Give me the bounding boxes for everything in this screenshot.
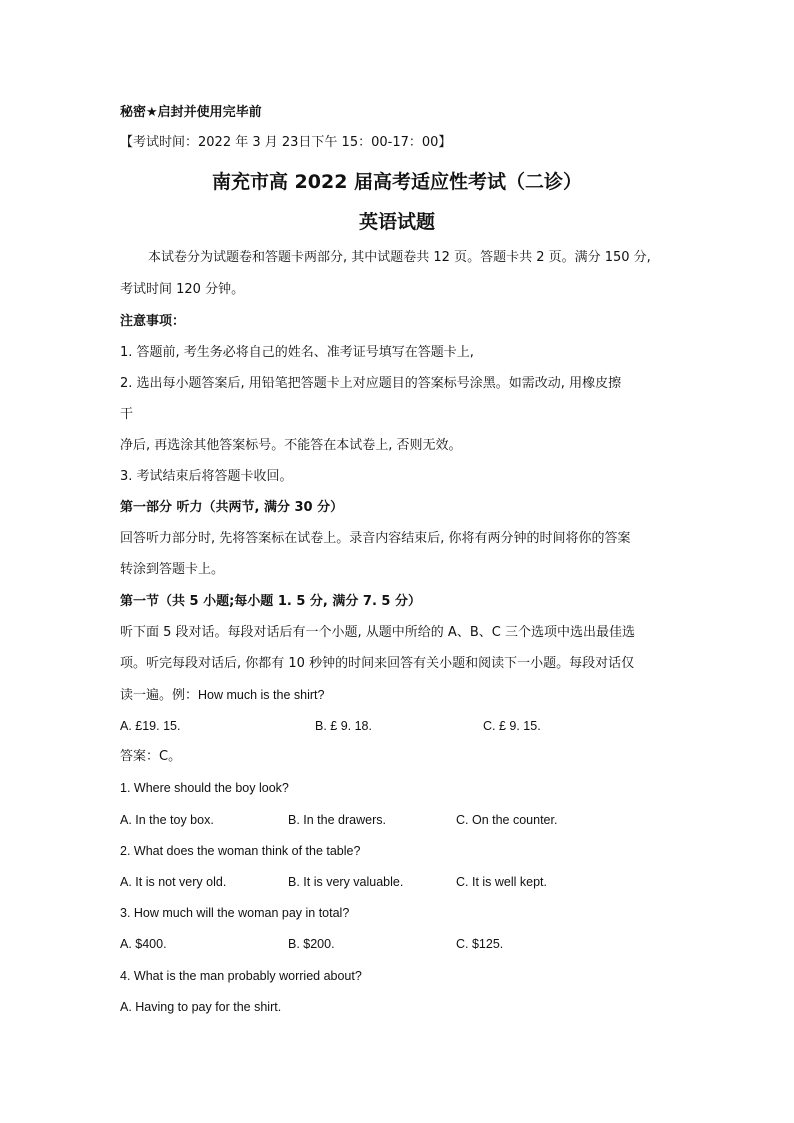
intro-line-1: 本试卷分为试题卷和答题卡两部分, 其中试题卷共 12 页。答题卡共 2 页。满分 150 分, xyxy=(148,250,651,265)
exam-subtitle: 英语试题 xyxy=(358,211,435,233)
part1-desc-line-1: 回答听力部分时, 先将答案标在试卷上。录音内容结束后, 你将有两分钟的时间将你的答案 xyxy=(120,531,631,546)
note-item-2-line-1: 2. 选出每小题答案后, 用铅笔把答题卡上对应题目的答案标号涂黑。如需改动, 用橡皮擦 xyxy=(120,376,622,391)
question-3-option-b: B. $200. xyxy=(288,937,335,951)
section1-desc-line-2: 项。听完每段对话后, 你都有 10 秒钟的时间来回答有关小题和阅读下一小题。每段对话仅 xyxy=(120,656,635,671)
question-1-option-b: B. In the drawers. xyxy=(288,813,386,827)
section1-desc-line-1: 听下面 5 段对话。每段对话后有一个小题, 从题中所给的 A、B、C 三个选项中选出最佳选 xyxy=(120,625,635,640)
part1-heading: 第一部分 听力（共两节, 满分 30 分） xyxy=(120,500,344,515)
note-item-2-line-3: 净后, 再选涂其他答案标号。不能答在本试卷上, 否则无效。 xyxy=(120,438,462,453)
question-2-option-b: B. It is very valuable. xyxy=(288,875,404,889)
example-option-a: A. £19. 15. xyxy=(120,719,181,733)
question-4-option-a: A. Having to pay for the shirt. xyxy=(120,1000,282,1014)
note-item-2-line-2: 干 xyxy=(120,407,134,422)
example-option-b: B. £ 9. 18. xyxy=(315,719,372,733)
question-2: 2. What does the woman think of the table? xyxy=(120,844,361,858)
note-item-1: 1. 答题前, 考生务必将自己的姓名、准考证号填写在答题卡上, xyxy=(120,345,474,360)
exam-title: 南充市高 2022 届高考适应性考试（二诊） xyxy=(211,171,583,193)
section1-heading: 第一节（共 5 小题;每小题 1. 5 分, 满分 7. 5 分） xyxy=(120,594,421,609)
question-4: 4. What is the man probably worried about? xyxy=(120,969,362,983)
question-1: 1. Where should the boy look? xyxy=(120,781,289,795)
example-answer: 答案：C。 xyxy=(120,749,182,764)
question-1-option-c: C. On the counter. xyxy=(456,813,558,827)
question-2-option-c: C. It is well kept. xyxy=(456,875,547,889)
confidential-label: 秘密★启封并使用完毕前 xyxy=(120,105,262,120)
notes-heading: 注意事项： xyxy=(120,314,186,329)
intro-line-2: 考试时间 120 分钟。 xyxy=(120,282,245,297)
question-3: 3. How much will the woman pay in total? xyxy=(120,906,350,920)
part1-desc-line-2: 转涂到答题卡上。 xyxy=(120,562,225,577)
question-3-option-a: A. $400. xyxy=(120,937,167,951)
section1-desc-line-3 xyxy=(120,686,324,705)
question-2-option-a: A. It is not very old. xyxy=(120,875,227,889)
note-item-3: 3. 考试结束后将答题卡收回。 xyxy=(120,469,293,484)
question-3-option-c: C. $125. xyxy=(456,937,504,951)
question-1-option-a: A. In the toy box. xyxy=(120,813,214,827)
example-option-c: C. £ 9. 15. xyxy=(483,719,541,733)
example-prompt-label: 读一遍。例： xyxy=(120,688,199,703)
example-question: How much is the shirt? xyxy=(198,688,325,702)
exam-time: 【考试时间：2022 年 3 月 23日下午 15：00-17：00】 xyxy=(120,135,452,150)
